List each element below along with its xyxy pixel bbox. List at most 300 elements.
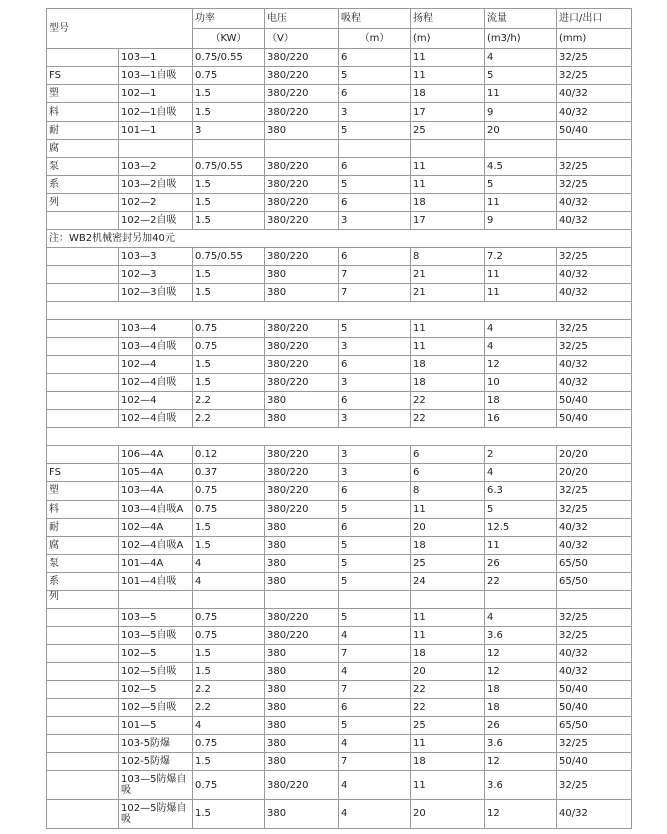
table-row <box>47 446 632 464</box>
head-cell: 21 <box>411 283 485 301</box>
suction-cell: 6 <box>339 49 411 67</box>
suction-cell: 7 <box>339 283 411 301</box>
suction-cell: 7 <box>339 644 411 662</box>
head-cell: 18 <box>411 374 485 392</box>
head-cell: 22 <box>411 392 485 410</box>
power-cell: 0.75 <box>193 67 265 85</box>
series-label-cell: FS <box>47 67 119 85</box>
suction-cell: 6 <box>339 482 411 500</box>
power-cell: 2.2 <box>193 392 265 410</box>
series-label-cell: 腐 <box>47 536 119 554</box>
voltage-cell: 380/220 <box>265 626 339 644</box>
port-cell: 65/50 <box>557 572 632 590</box>
series-label-cell: 列 <box>47 193 119 211</box>
suction-cell: 6 <box>339 392 411 410</box>
power-cell: 0.75 <box>193 320 265 338</box>
unit-voltage: （V） <box>265 29 339 49</box>
model-cell: 103—4自吸 <box>119 338 193 356</box>
series-label-cell <box>47 608 119 626</box>
model-cell: 103—4A <box>119 482 193 500</box>
power-cell: 1.5 <box>193 283 265 301</box>
power-cell: 0.75 <box>193 735 265 753</box>
head-cell: 20 <box>411 518 485 536</box>
flow-cell: 2 <box>485 446 557 464</box>
voltage-cell: 380 <box>265 699 339 717</box>
power-cell: 1.5 <box>193 85 265 103</box>
voltage-cell: 380 <box>265 572 339 590</box>
model-cell: 105—4A <box>119 464 193 482</box>
power-cell: 1.5 <box>193 265 265 283</box>
voltage-cell: 380/220 <box>265 49 339 67</box>
table-row <box>47 482 632 500</box>
suction-cell: 7 <box>339 680 411 698</box>
flow-cell <box>485 139 557 157</box>
series-label-cell: 泵 <box>47 157 119 175</box>
port-cell: 32/25 <box>557 49 632 67</box>
suction-cell: 6 <box>339 85 411 103</box>
port-cell: 50/40 <box>557 699 632 717</box>
model-cell: 102—1自吸 <box>119 103 193 121</box>
port-cell: 32/25 <box>557 735 632 753</box>
blank-cell <box>47 428 632 446</box>
suction-cell: 6 <box>339 247 411 265</box>
port-cell: 40/32 <box>557 265 632 283</box>
head-cell: 8 <box>411 247 485 265</box>
flow-cell: 4 <box>485 49 557 67</box>
series-label-cell: 料 <box>47 500 119 518</box>
model-cell: 102—5 <box>119 644 193 662</box>
power-cell: 1.5 <box>193 193 265 211</box>
series-label-cell <box>47 410 119 428</box>
model-cell: 103—2 <box>119 157 193 175</box>
suction-cell: 6 <box>339 699 411 717</box>
suction-cell: 3 <box>339 211 411 229</box>
voltage-cell: 380/220 <box>265 500 339 518</box>
power-cell: 1.5 <box>193 536 265 554</box>
header-head: 扬程 <box>411 9 485 29</box>
port-cell: 40/32 <box>557 536 632 554</box>
series-label-cell <box>47 699 119 717</box>
model-cell: 102—4自吸 <box>119 374 193 392</box>
table-row <box>47 717 632 735</box>
header-port: 进口/出口 <box>557 9 632 29</box>
suction-cell: 6 <box>339 157 411 175</box>
voltage-cell: 380 <box>265 554 339 572</box>
power-cell: 0.75 <box>193 500 265 518</box>
model-cell <box>119 590 193 608</box>
model-cell: 103—4 <box>119 320 193 338</box>
voltage-cell: 380/220 <box>265 103 339 121</box>
head-cell: 11 <box>411 67 485 85</box>
model-cell: 103—5自吸 <box>119 626 193 644</box>
voltage-cell: 380/220 <box>265 193 339 211</box>
series-label-cell <box>47 717 119 735</box>
head-cell: 11 <box>411 157 485 175</box>
series-label-cell: 塑 <box>47 482 119 500</box>
port-cell: 32/25 <box>557 771 632 800</box>
suction-cell: 7 <box>339 753 411 771</box>
port-cell: 50/40 <box>557 753 632 771</box>
model-cell: 103—3 <box>119 247 193 265</box>
suction-cell: 3 <box>339 464 411 482</box>
table-row <box>47 590 632 608</box>
head-cell: 11 <box>411 735 485 753</box>
suction-cell: 3 <box>339 374 411 392</box>
voltage-cell: 380/220 <box>265 85 339 103</box>
power-cell: 1.5 <box>193 175 265 193</box>
series-label-cell <box>47 799 119 828</box>
model-cell <box>119 139 193 157</box>
voltage-cell: 380/220 <box>265 338 339 356</box>
unit-power: （KW） <box>193 29 265 49</box>
port-cell: 50/40 <box>557 392 632 410</box>
model-cell: 103-5防爆 <box>119 735 193 753</box>
voltage-cell: 380/220 <box>265 446 339 464</box>
model-cell: 102—4 <box>119 392 193 410</box>
table-row <box>47 410 632 428</box>
table-row <box>47 320 632 338</box>
head-cell: 25 <box>411 121 485 139</box>
power-cell: 0.75/0.55 <box>193 49 265 67</box>
power-cell: 0.75 <box>193 482 265 500</box>
suction-cell: 4 <box>339 626 411 644</box>
head-cell: 25 <box>411 554 485 572</box>
series-label-cell: FS <box>47 464 119 482</box>
model-cell: 103—5防爆自吸 <box>119 771 193 800</box>
flow-cell: 5 <box>485 67 557 85</box>
suction-cell: 5 <box>339 554 411 572</box>
voltage-cell: 380/220 <box>265 356 339 374</box>
table-row <box>47 572 632 590</box>
head-cell: 17 <box>411 211 485 229</box>
model-cell: 102—2自吸 <box>119 211 193 229</box>
head-cell: 20 <box>411 799 485 828</box>
head-cell: 18 <box>411 536 485 554</box>
unit-port: (mm) <box>557 29 632 49</box>
flow-cell: 3.6 <box>485 735 557 753</box>
model-cell: 102-5防爆 <box>119 753 193 771</box>
power-cell: 1.5 <box>193 211 265 229</box>
head-cell: 25 <box>411 717 485 735</box>
flow-cell: 18 <box>485 680 557 698</box>
flow-cell: 11 <box>485 265 557 283</box>
blank-row <box>47 302 632 320</box>
flow-cell: 4.5 <box>485 157 557 175</box>
series-label-cell: 系 <box>47 572 119 590</box>
series-label-cell <box>47 283 119 301</box>
voltage-cell: 380 <box>265 392 339 410</box>
header-voltage: 电压 <box>265 9 339 29</box>
flow-cell: 6.3 <box>485 482 557 500</box>
model-cell: 102—3 <box>119 265 193 283</box>
table-row <box>47 500 632 518</box>
flow-cell: 11 <box>485 283 557 301</box>
suction-cell: 7 <box>339 265 411 283</box>
power-cell <box>193 139 265 157</box>
voltage-cell <box>265 590 339 608</box>
head-cell: 18 <box>411 193 485 211</box>
port-cell: 32/25 <box>557 338 632 356</box>
port-cell <box>557 139 632 157</box>
suction-cell: 6 <box>339 518 411 536</box>
port-cell: 32/25 <box>557 500 632 518</box>
port-cell: 40/32 <box>557 518 632 536</box>
voltage-cell: 380/220 <box>265 608 339 626</box>
suction-cell: 4 <box>339 771 411 800</box>
unit-head: (m) <box>411 29 485 49</box>
table-row <box>47 67 632 85</box>
power-cell: 4 <box>193 572 265 590</box>
series-label-cell <box>47 320 119 338</box>
port-cell: 32/25 <box>557 626 632 644</box>
head-cell: 22 <box>411 699 485 717</box>
flow-cell: 11 <box>485 193 557 211</box>
power-cell: 4 <box>193 717 265 735</box>
voltage-cell <box>265 139 339 157</box>
voltage-cell: 380/220 <box>265 67 339 85</box>
power-cell: 0.75/0.55 <box>193 157 265 175</box>
power-cell: 2.2 <box>193 680 265 698</box>
table-row <box>47 265 632 283</box>
port-cell: 50/40 <box>557 410 632 428</box>
power-cell: 1.5 <box>193 644 265 662</box>
table-row <box>47 680 632 698</box>
flow-cell: 3.6 <box>485 626 557 644</box>
suction-cell: 4 <box>339 662 411 680</box>
port-cell: 40/32 <box>557 374 632 392</box>
head-cell: 11 <box>411 771 485 800</box>
port-cell: 50/40 <box>557 121 632 139</box>
flow-cell: 9 <box>485 211 557 229</box>
power-cell: 0.37 <box>193 464 265 482</box>
table-row <box>47 608 632 626</box>
series-label-cell: 耐 <box>47 121 119 139</box>
voltage-cell: 380 <box>265 283 339 301</box>
flow-cell: 7.2 <box>485 247 557 265</box>
head-cell: 18 <box>411 753 485 771</box>
table-row <box>47 211 632 229</box>
port-cell: 65/50 <box>557 717 632 735</box>
suction-cell: 5 <box>339 320 411 338</box>
model-cell: 103—1自吸 <box>119 67 193 85</box>
table-row <box>47 193 632 211</box>
table-row <box>47 356 632 374</box>
series-label-cell <box>47 356 119 374</box>
series-label-cell <box>47 374 119 392</box>
model-cell: 102—4 <box>119 356 193 374</box>
port-cell: 40/32 <box>557 85 632 103</box>
model-cell: 102—1 <box>119 85 193 103</box>
suction-cell: 6 <box>339 356 411 374</box>
table-row <box>47 374 632 392</box>
head-cell: 11 <box>411 500 485 518</box>
flow-cell: 12 <box>485 356 557 374</box>
suction-cell: 3 <box>339 338 411 356</box>
head-cell: 11 <box>411 175 485 193</box>
table-row <box>47 662 632 680</box>
voltage-cell: 380/220 <box>265 320 339 338</box>
note-row <box>47 229 632 247</box>
model-cell: 102—2 <box>119 193 193 211</box>
flow-cell: 20 <box>485 121 557 139</box>
port-cell <box>557 590 632 608</box>
table-row <box>47 753 632 771</box>
series-label-cell <box>47 662 119 680</box>
flow-cell: 11 <box>485 85 557 103</box>
series-label-cell <box>47 392 119 410</box>
port-cell: 40/32 <box>557 644 632 662</box>
port-cell: 40/32 <box>557 799 632 828</box>
table-row <box>47 49 632 67</box>
voltage-cell: 380 <box>265 410 339 428</box>
blank-row <box>47 428 632 446</box>
model-cell: 103—1 <box>119 49 193 67</box>
head-cell: 8 <box>411 482 485 500</box>
flow-cell: 12.5 <box>485 518 557 536</box>
series-label-cell <box>47 247 119 265</box>
voltage-cell: 380 <box>265 644 339 662</box>
suction-cell: 5 <box>339 608 411 626</box>
power-cell: 1.5 <box>193 753 265 771</box>
model-cell: 103—2自吸 <box>119 175 193 193</box>
voltage-cell: 380/220 <box>265 211 339 229</box>
flow-cell: 5 <box>485 175 557 193</box>
model-cell: 101—4自吸 <box>119 572 193 590</box>
flow-cell: 10 <box>485 374 557 392</box>
head-cell: 20 <box>411 662 485 680</box>
header-suction: 吸程 <box>339 9 411 29</box>
table-body <box>47 9 632 829</box>
head-cell: 18 <box>411 85 485 103</box>
power-cell <box>193 590 265 608</box>
table-row <box>47 536 632 554</box>
voltage-cell: 380/220 <box>265 374 339 392</box>
voltage-cell: 380/220 <box>265 464 339 482</box>
model-cell: 106—4A <box>119 446 193 464</box>
flow-cell: 4 <box>485 320 557 338</box>
model-cell: 102—4自吸 <box>119 410 193 428</box>
model-cell: 102—4自吸A <box>119 536 193 554</box>
series-label-cell: 泵 <box>47 554 119 572</box>
head-cell: 22 <box>411 410 485 428</box>
table-row <box>47 175 632 193</box>
series-label-cell: 系 <box>47 175 119 193</box>
series-label-cell: 塑 <box>47 85 119 103</box>
flow-cell: 4 <box>485 608 557 626</box>
model-cell: 103—4自吸A <box>119 500 193 518</box>
power-cell: 3 <box>193 121 265 139</box>
port-cell: 32/25 <box>557 175 632 193</box>
head-cell: 17 <box>411 103 485 121</box>
head-cell: 11 <box>411 608 485 626</box>
series-label-cell <box>47 753 119 771</box>
port-cell: 32/25 <box>557 608 632 626</box>
unit-flow: (m3/h) <box>485 29 557 49</box>
suction-cell <box>339 139 411 157</box>
suction-cell: 6 <box>339 193 411 211</box>
suction-cell: 5 <box>339 536 411 554</box>
header-row <box>47 9 632 29</box>
table-row <box>47 338 632 356</box>
head-cell: 11 <box>411 626 485 644</box>
table-row <box>47 464 632 482</box>
series-label-cell: 料 <box>47 103 119 121</box>
pump-spec-table <box>46 8 632 829</box>
table-row <box>47 554 632 572</box>
power-cell: 0.75 <box>193 771 265 800</box>
port-cell: 40/32 <box>557 356 632 374</box>
flow-cell: 11 <box>485 536 557 554</box>
series-label-cell <box>47 49 119 67</box>
model-cell: 102—5防爆自吸 <box>119 799 193 828</box>
voltage-cell: 380 <box>265 680 339 698</box>
head-cell: 11 <box>411 49 485 67</box>
port-cell: 65/50 <box>557 554 632 572</box>
power-cell: 2.2 <box>193 699 265 717</box>
model-cell: 102—5自吸 <box>119 699 193 717</box>
flow-cell: 3.6 <box>485 771 557 800</box>
port-cell: 32/25 <box>557 482 632 500</box>
table-row <box>47 121 632 139</box>
model-cell: 103—5 <box>119 608 193 626</box>
head-cell: 18 <box>411 644 485 662</box>
power-cell: 0.12 <box>193 446 265 464</box>
flow-cell: 5 <box>485 500 557 518</box>
series-label-cell <box>47 680 119 698</box>
head-cell: 6 <box>411 464 485 482</box>
series-label-cell <box>47 211 119 229</box>
power-cell: 1.5 <box>193 662 265 680</box>
flow-cell: 12 <box>485 799 557 828</box>
model-cell: 101—4A <box>119 554 193 572</box>
head-cell <box>411 590 485 608</box>
suction-cell: 5 <box>339 572 411 590</box>
port-cell: 32/25 <box>557 247 632 265</box>
table-row <box>47 518 632 536</box>
port-cell: 20/20 <box>557 446 632 464</box>
port-cell: 32/25 <box>557 320 632 338</box>
blank-cell <box>47 302 632 320</box>
power-cell: 1.5 <box>193 374 265 392</box>
voltage-cell: 380 <box>265 717 339 735</box>
voltage-cell: 380 <box>265 753 339 771</box>
flow-cell: 12 <box>485 753 557 771</box>
power-cell: 2.2 <box>193 410 265 428</box>
voltage-cell: 380 <box>265 662 339 680</box>
series-label-cell <box>47 626 119 644</box>
table-row <box>47 85 632 103</box>
voltage-cell: 380 <box>265 518 339 536</box>
flow-cell: 4 <box>485 464 557 482</box>
head-cell: 24 <box>411 572 485 590</box>
flow-cell: 22 <box>485 572 557 590</box>
model-cell: 101—1 <box>119 121 193 139</box>
flow-cell: 18 <box>485 699 557 717</box>
series-label-cell <box>47 265 119 283</box>
series-label-cell <box>47 446 119 464</box>
head-cell: 6 <box>411 446 485 464</box>
head-cell: 11 <box>411 338 485 356</box>
model-cell: 102—5 <box>119 680 193 698</box>
voltage-cell: 380/220 <box>265 771 339 800</box>
header-flow: 流量 <box>485 9 557 29</box>
port-cell: 40/32 <box>557 283 632 301</box>
table-row <box>47 392 632 410</box>
table-row <box>47 247 632 265</box>
model-cell: 101—5 <box>119 717 193 735</box>
unit-suction: （m） <box>339 29 411 49</box>
flow-cell <box>485 590 557 608</box>
